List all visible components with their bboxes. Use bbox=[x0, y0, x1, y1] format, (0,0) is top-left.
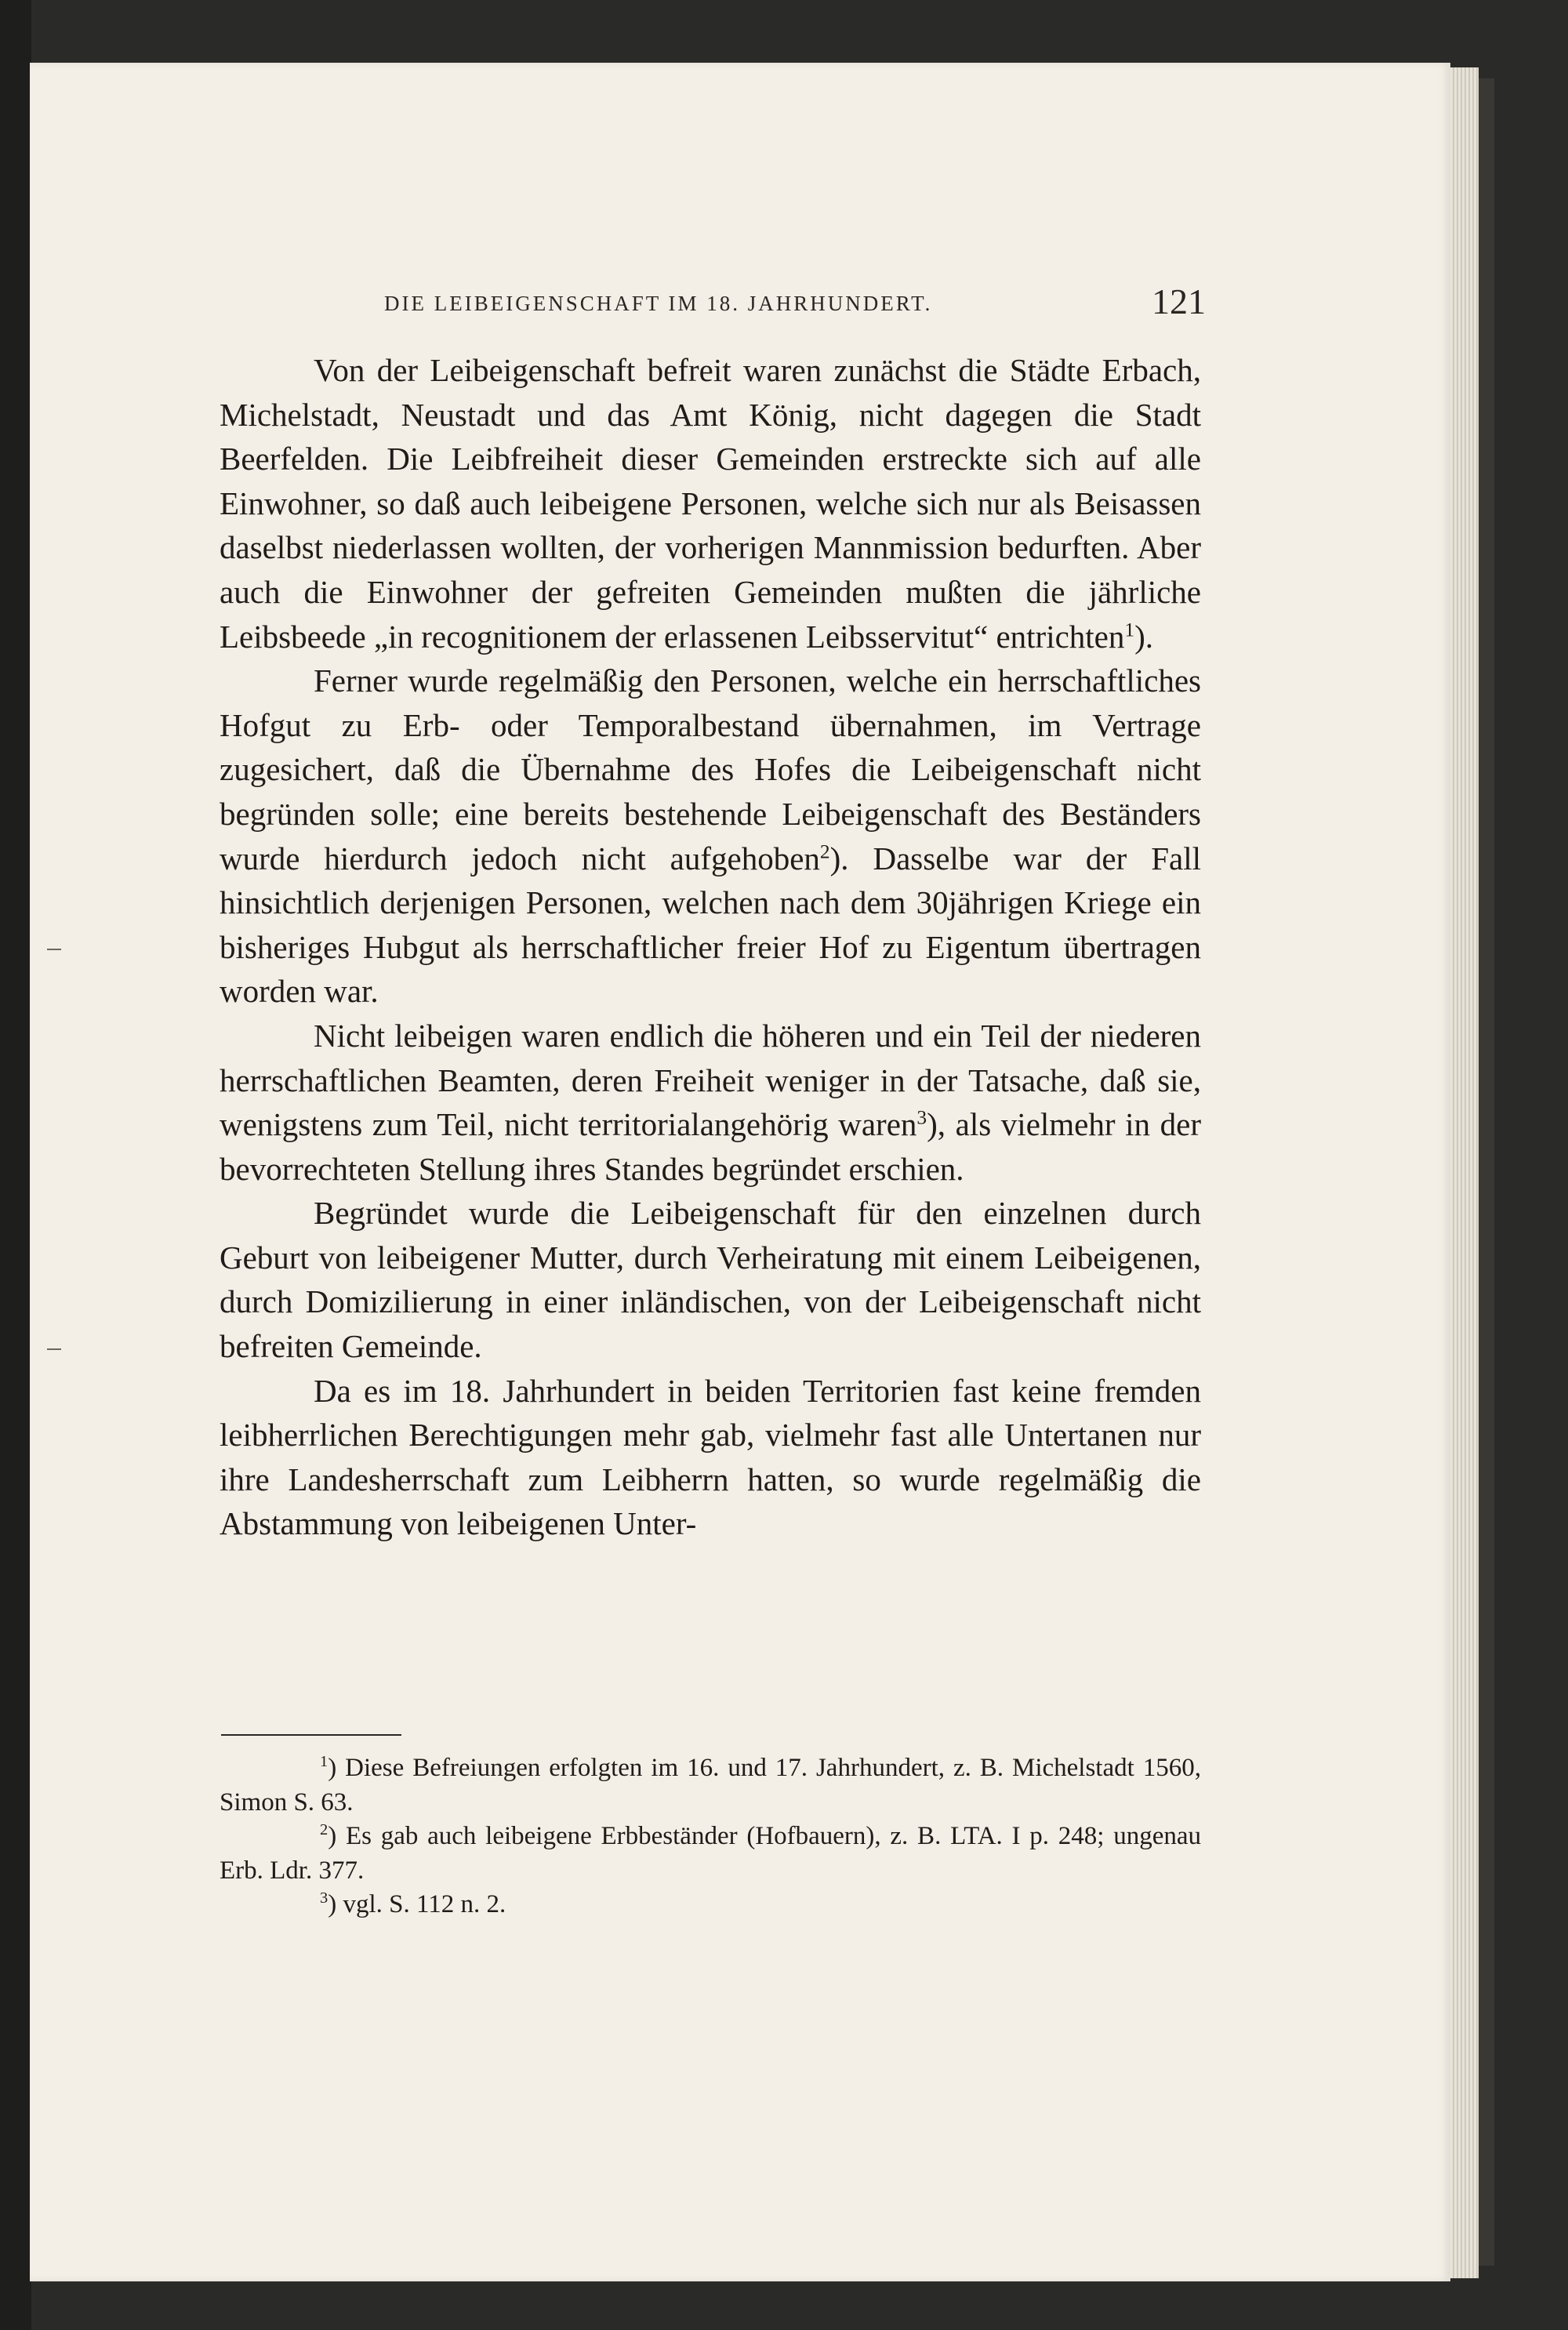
margin-mark bbox=[47, 1348, 61, 1350]
footnote-marker: 2 bbox=[320, 1821, 328, 1838]
footnote-marker: 1 bbox=[320, 1753, 328, 1770]
paragraph bbox=[220, 1014, 1201, 1191]
paragraph bbox=[220, 1369, 1201, 1546]
footnote bbox=[220, 1751, 1201, 1820]
paragraph bbox=[220, 348, 1201, 659]
page-number: 121 bbox=[1152, 281, 1206, 321]
paragraph-text: Von der Leibeigenschaft befreit waren zunächst die Städte Erbach, Michelstadt, Neustadt und das Amt König, nicht dagegen die Stadt Beerfelden. Die Leibfreiheit dieser Gemeinden erstreckte sich auf alle Einwohner, so daß auch leibeigene Personen, welche sich nur als Beisassen daselbst niederlassen wollten, der vorherigen Mannmission bedurften. Aber auch die Einwohner der gefreiten Gemeinden mußten die jährliche Leibsbeede „in recognitionem der erlassenen Leibsservitut“ entrichten bbox=[220, 352, 1201, 655]
paragraph-text: Nicht leibeigen waren endlich die höheren und ein Teil der niederen herrschaftlichen Beamten, deren Freiheit weniger in der Tatsache, daß sie, wenigstens zum Teil, nicht territorialangehörig waren bbox=[220, 1017, 1201, 1143]
footnote-rule bbox=[221, 1734, 401, 1736]
paragraph bbox=[220, 659, 1201, 1014]
footnote-ref: 3 bbox=[916, 1106, 927, 1129]
paragraph-text: ), als vielmehr in der bevorrechteten Stellung ihres Standes begründet erschien. bbox=[220, 1106, 1201, 1187]
footnote-text: ) Diese Befreiungen erfolgten im 16. und 17. Jahrhundert, z. B. Michelstadt 1560, Simon S. 63. bbox=[220, 1754, 1201, 1816]
page-edges bbox=[1450, 67, 1479, 2278]
footnote bbox=[220, 1888, 1201, 1922]
footnotes bbox=[220, 1751, 1201, 1922]
scan-background bbox=[0, 0, 31, 2330]
paragraph-text: ). Dasselbe war der Fall hinsichtlich derjenigen Personen, welchen nach dem 30jährigen Kriege ein bisheriges Hubgut als herrschaftlicher freier Hof zu Eigentum übertragen worden war. bbox=[220, 840, 1201, 1010]
footnote-ref: 1 bbox=[1124, 618, 1135, 641]
paragraph bbox=[220, 1191, 1201, 1368]
margin-mark bbox=[47, 949, 61, 950]
running-head: DIE LEIBEIGENSCHAFT IM 18. JAHRHUNDERT. bbox=[384, 292, 933, 315]
footnote bbox=[220, 1820, 1201, 1888]
footnote-ref: 2 bbox=[819, 840, 830, 862]
footnote-marker: 3 bbox=[320, 1889, 328, 1907]
paragraph-text: Da es im 18. Jahrhundert in beiden Territorien fast keine fremden leibherrlichen Berechtigungen mehr gab, vielmehr fast alle Untertanen nur ihre Landesherrschaft zum Leibherrn hatten, so wurde regelmäßig die Abstammung von leibeigenen Unter- bbox=[220, 1372, 1201, 1542]
paragraph-text: ). bbox=[1134, 618, 1153, 655]
body-text bbox=[220, 348, 1201, 1546]
footnote-text: ) vgl. S. 112 n. 2. bbox=[328, 1890, 506, 1918]
book-binding bbox=[1479, 78, 1494, 2266]
paragraph-text: Begründet wurde die Leibeigenschaft für den einzelnen durch Geburt von leibeigener Mutter, durch Verheiratung mit einem Leibeigenen, durch Domizilierung in einer inländischen, von der Leibeigenschaft nicht befreiten Gemeinde. bbox=[220, 1195, 1201, 1365]
paragraph-text: Ferner wurde regelmäßig den Personen, welche ein herrschaftliches Hofgut zu Erb- oder Temporalbestand übernahmen, im Vertrage zugesichert, daß die Übernahme des Hofes die Leibeigenschaft nicht begründen solle; eine bereits bestehende Leibeigenschaft des Beständers wurde hierdurch jedoch nicht aufgehoben bbox=[220, 662, 1201, 876]
footnote-text: ) Es gab auch leibeigene Erbbeständer (Hofbauern), z. B. LTA. I p. 248; ungenau Erb. Ldr. 377. bbox=[220, 1822, 1201, 1885]
